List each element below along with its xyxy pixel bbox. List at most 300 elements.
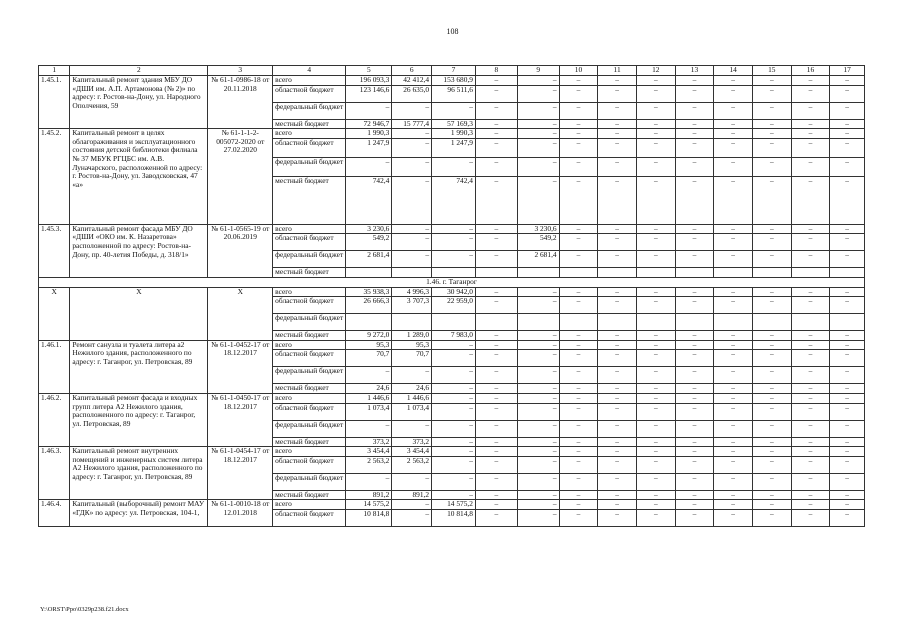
value-dash: – — [752, 473, 791, 490]
value-dash: – — [791, 331, 830, 341]
value-dash: – — [791, 437, 830, 447]
value-dash: – — [791, 447, 830, 457]
value-dash: – — [598, 157, 637, 176]
value-year-2018: 1 247,9 — [432, 138, 476, 157]
value-dash: – — [559, 76, 598, 86]
table-row — [39, 224, 865, 234]
value-total: – — [346, 157, 392, 176]
value-dash: – — [475, 367, 517, 384]
item-number: 1.46.2. — [39, 393, 70, 446]
value-dash: – — [752, 331, 791, 341]
total-marker: X — [70, 287, 208, 340]
value-dash: – — [791, 367, 830, 384]
funding-source: всего — [273, 287, 346, 297]
value-dash: – — [475, 76, 517, 86]
value-dash: – — [475, 509, 517, 526]
value-dash: – — [598, 456, 637, 473]
value-total: 3 230,6 — [346, 224, 392, 234]
value-dash: – — [752, 393, 791, 403]
value-dash: – — [559, 251, 598, 268]
value-dash: – — [830, 224, 865, 234]
funding-source: местный бюджет — [273, 384, 346, 394]
total-marker: X — [39, 287, 70, 340]
value-year-2018: 14 575,2 — [432, 500, 476, 510]
value-year-2018: 1 990,3 — [432, 129, 476, 139]
value-dash: – — [752, 119, 791, 129]
column-number: 17 — [830, 66, 865, 76]
item-name: Капитальный ремонт фасада МБУ ДО «ДШИ «ОКО им. К. Назаретова» расположенной по адресу: Ростов-на-Дону, пр. 40-летия Победы, д. 318/1» — [70, 224, 208, 277]
value-dash: – — [714, 340, 753, 350]
value-dash: – — [675, 350, 714, 367]
funding-source: всего — [273, 500, 346, 510]
value-year-2020: – — [517, 456, 559, 473]
value-dash — [714, 268, 753, 278]
value-year-2018: – — [432, 456, 476, 473]
value-year-2018: 57 169,3 — [432, 119, 476, 129]
value-dash: – — [559, 157, 598, 176]
value-total: 2 563,2 — [346, 456, 392, 473]
value-year-2018: – — [432, 157, 476, 176]
value-dash: – — [598, 350, 637, 367]
value-dash: – — [636, 129, 675, 139]
value-year-2020: 549,2 — [517, 234, 559, 251]
value-dash: – — [752, 102, 791, 119]
column-number: 11 — [598, 66, 637, 76]
value-dash: – — [714, 176, 753, 224]
value-year-2020: – — [517, 384, 559, 394]
funding-source: областной бюджет — [273, 509, 346, 526]
value-dash: – — [675, 509, 714, 526]
value-year-2020: – — [517, 447, 559, 457]
value-year-2017: 24,6 — [392, 384, 432, 394]
value-dash: – — [675, 403, 714, 420]
item-number: 1.46.3. — [39, 447, 70, 500]
value-dash: – — [714, 331, 753, 341]
value-dash: – — [675, 129, 714, 139]
value-year-2017: 1 073,4 — [392, 403, 432, 420]
value-dash: – — [636, 393, 675, 403]
value-year-2017: 70,7 — [392, 350, 432, 367]
value-dash: – — [598, 367, 637, 384]
value-dash: – — [830, 297, 865, 314]
value-year-2018: – — [432, 350, 476, 367]
value-year-2017: – — [392, 102, 432, 119]
value-dash: – — [752, 234, 791, 251]
value-year-2017: 1 289,0 — [392, 331, 432, 341]
value-year-2017: 26 635,0 — [392, 85, 432, 102]
value-year-2020: – — [517, 473, 559, 490]
value-dash: – — [475, 234, 517, 251]
value-dash: – — [559, 340, 598, 350]
value-dash: – — [559, 393, 598, 403]
value-dash: – — [791, 420, 830, 437]
value-dash: – — [714, 102, 753, 119]
value-year-2017: – — [392, 509, 432, 526]
value-dash: – — [475, 447, 517, 457]
funding-source: местный бюджет — [273, 490, 346, 500]
value-dash — [559, 314, 598, 331]
value-year-2020: – — [517, 138, 559, 157]
value-year-2018: 742,4 — [432, 176, 476, 224]
value-dash: – — [675, 85, 714, 102]
value-dash: – — [714, 119, 753, 129]
value-year-2017 — [392, 268, 432, 278]
value-year-2018: – — [432, 251, 476, 268]
value-dash: – — [598, 403, 637, 420]
value-dash: – — [675, 340, 714, 350]
value-year-2018: 153 680,9 — [432, 76, 476, 86]
item-document: № 61-1-0010-18 от 12.01.2018 — [208, 500, 273, 527]
value-year-2020: 2 681,4 — [517, 251, 559, 268]
funding-source: областной бюджет — [273, 138, 346, 157]
value-year-2018: – — [432, 224, 476, 234]
value-year-2018: 96 511,6 — [432, 85, 476, 102]
value-total: 123 146,6 — [346, 85, 392, 102]
value-dash: – — [714, 76, 753, 86]
value-dash: – — [475, 350, 517, 367]
value-dash: – — [598, 224, 637, 234]
value-year-2017: – — [392, 473, 432, 490]
value-year-2017: 15 777,4 — [392, 119, 432, 129]
funding-source: федеральный бюджет — [273, 102, 346, 119]
value-year-2017 — [392, 314, 432, 331]
value-dash — [636, 268, 675, 278]
funding-source: областной бюджет — [273, 456, 346, 473]
value-dash: – — [636, 340, 675, 350]
value-dash: – — [752, 500, 791, 510]
value-year-2017: 42 412,4 — [392, 76, 432, 86]
value-dash: – — [830, 456, 865, 473]
value-year-2020: – — [517, 490, 559, 500]
value-dash: – — [791, 490, 830, 500]
value-year-2017: – — [392, 367, 432, 384]
value-dash: – — [559, 500, 598, 510]
value-total: 24,6 — [346, 384, 392, 394]
value-dash: – — [598, 176, 637, 224]
value-year-2020: – — [517, 76, 559, 86]
value-year-2017: 1 446,6 — [392, 393, 432, 403]
value-year-2020: – — [517, 157, 559, 176]
value-dash — [559, 268, 598, 278]
value-dash: – — [475, 85, 517, 102]
value-total: – — [346, 367, 392, 384]
value-dash: – — [475, 403, 517, 420]
value-dash: – — [559, 384, 598, 394]
value-dash: – — [830, 340, 865, 350]
value-dash: – — [559, 473, 598, 490]
value-dash: – — [714, 224, 753, 234]
value-dash: – — [559, 119, 598, 129]
funding-source: областной бюджет — [273, 85, 346, 102]
value-total: – — [346, 473, 392, 490]
value-dash: – — [714, 447, 753, 457]
value-year-2018: – — [432, 437, 476, 447]
value-dash: – — [714, 473, 753, 490]
value-dash: – — [636, 234, 675, 251]
table-row — [39, 340, 865, 350]
value-dash: – — [791, 176, 830, 224]
value-dash: – — [830, 447, 865, 457]
value-dash: – — [598, 129, 637, 139]
value-dash: – — [475, 224, 517, 234]
value-dash: – — [636, 287, 675, 297]
value-dash: – — [791, 384, 830, 394]
value-total: 26 666,3 — [346, 297, 392, 314]
column-number: 6 — [392, 66, 432, 76]
value-dash: – — [714, 500, 753, 510]
value-dash: – — [752, 447, 791, 457]
value-dash: – — [714, 138, 753, 157]
value-dash: – — [830, 350, 865, 367]
value-dash: – — [714, 393, 753, 403]
item-number: 1.45.1. — [39, 76, 70, 129]
value-year-2017: – — [392, 129, 432, 139]
value-dash: – — [752, 437, 791, 447]
funding-source: местный бюджет — [273, 176, 346, 224]
value-dash: – — [675, 102, 714, 119]
value-dash: – — [791, 224, 830, 234]
funding-source: областной бюджет — [273, 234, 346, 251]
value-dash: – — [714, 420, 753, 437]
value-year-2017: – — [392, 224, 432, 234]
value-dash: – — [752, 138, 791, 157]
value-dash: – — [675, 393, 714, 403]
value-dash: – — [636, 224, 675, 234]
value-dash — [636, 314, 675, 331]
value-dash: – — [598, 473, 637, 490]
value-dash: – — [598, 138, 637, 157]
value-dash: – — [559, 456, 598, 473]
value-total: 1 446,6 — [346, 393, 392, 403]
value-year-2018: – — [432, 393, 476, 403]
value-dash: – — [559, 447, 598, 457]
value-dash: – — [475, 138, 517, 157]
value-dash: – — [675, 224, 714, 234]
value-dash: – — [598, 420, 637, 437]
value-dash: – — [675, 367, 714, 384]
value-year-2017: – — [392, 138, 432, 157]
value-dash: – — [752, 251, 791, 268]
value-dash: – — [675, 490, 714, 500]
value-dash: – — [475, 473, 517, 490]
value-total: 14 575,2 — [346, 500, 392, 510]
funding-source: местный бюджет — [273, 331, 346, 341]
value-dash: – — [559, 85, 598, 102]
value-year-2017: – — [392, 420, 432, 437]
value-dash: – — [830, 331, 865, 341]
value-dash: – — [598, 500, 637, 510]
value-dash: – — [675, 420, 714, 437]
value-dash: – — [675, 119, 714, 129]
value-dash: – — [559, 367, 598, 384]
value-year-2018 — [432, 268, 476, 278]
value-year-2018: 7 983,0 — [432, 331, 476, 341]
column-number: 3 — [208, 66, 273, 76]
value-dash: – — [559, 129, 598, 139]
value-year-2020: – — [517, 287, 559, 297]
value-dash: – — [830, 76, 865, 86]
value-year-2018: – — [432, 102, 476, 119]
value-dash: – — [636, 509, 675, 526]
table-row — [39, 129, 865, 139]
value-dash: – — [791, 340, 830, 350]
value-dash: – — [636, 102, 675, 119]
funding-source: всего — [273, 447, 346, 457]
column-number: 9 — [517, 66, 559, 76]
value-year-2020: – — [517, 420, 559, 437]
value-dash: – — [752, 340, 791, 350]
value-dash: – — [752, 224, 791, 234]
value-dash: – — [714, 456, 753, 473]
value-year-2017: – — [392, 176, 432, 224]
value-year-2018: 30 942,0 — [432, 287, 476, 297]
value-year-2017: – — [392, 500, 432, 510]
value-total: 70,7 — [346, 350, 392, 367]
value-dash: – — [752, 456, 791, 473]
value-dash: – — [559, 420, 598, 437]
item-document: № 61-1-0565-19 от 20.06.2019 — [208, 224, 273, 277]
column-number: 12 — [636, 66, 675, 76]
value-dash: – — [559, 234, 598, 251]
value-dash: – — [752, 76, 791, 86]
value-dash: – — [714, 403, 753, 420]
value-dash: – — [475, 500, 517, 510]
value-dash: – — [675, 437, 714, 447]
column-number: 7 — [432, 66, 476, 76]
item-document: № 61-1-0986-18 от 20.11.2018 — [208, 76, 273, 129]
value-dash: – — [598, 437, 637, 447]
value-dash: – — [791, 251, 830, 268]
value-dash — [675, 268, 714, 278]
value-dash: – — [830, 500, 865, 510]
column-number: 10 — [559, 66, 598, 76]
value-year-2020: – — [517, 403, 559, 420]
column-number: 16 — [791, 66, 830, 76]
value-dash: – — [475, 384, 517, 394]
value-dash: – — [752, 490, 791, 500]
value-year-2018 — [432, 314, 476, 331]
value-year-2020: – — [517, 350, 559, 367]
value-dash: – — [559, 490, 598, 500]
value-dash: – — [714, 367, 753, 384]
value-dash: – — [791, 102, 830, 119]
value-dash — [791, 314, 830, 331]
value-dash: – — [791, 350, 830, 367]
value-year-2020: – — [517, 509, 559, 526]
value-dash: – — [559, 224, 598, 234]
value-year-2020 — [517, 314, 559, 331]
value-dash: – — [598, 447, 637, 457]
value-dash: – — [714, 157, 753, 176]
value-dash: – — [475, 490, 517, 500]
value-total: 1 073,4 — [346, 403, 392, 420]
value-dash: – — [752, 509, 791, 526]
value-dash: – — [791, 234, 830, 251]
value-dash — [791, 268, 830, 278]
value-year-2020: – — [517, 393, 559, 403]
value-dash: – — [475, 287, 517, 297]
value-dash: – — [675, 138, 714, 157]
column-number-row — [39, 66, 865, 76]
value-dash: – — [830, 403, 865, 420]
value-dash: – — [830, 420, 865, 437]
value-dash: – — [830, 367, 865, 384]
item-name: Капитальный ремонт здания МБУ ДО «ДШИ им. А.П. Артамонова (№ 2)» по адресу: г. Ростов-на-Дону, ул. Народного Ополчения, 59 — [70, 76, 208, 129]
value-dash: – — [830, 509, 865, 526]
value-dash: – — [830, 102, 865, 119]
value-dash — [752, 268, 791, 278]
value-dash: – — [714, 350, 753, 367]
funding-source: федеральный бюджет — [273, 420, 346, 437]
value-dash: – — [559, 509, 598, 526]
value-dash: – — [791, 297, 830, 314]
value-dash: – — [636, 331, 675, 341]
value-dash: – — [559, 138, 598, 157]
value-dash: – — [830, 490, 865, 500]
value-dash — [475, 314, 517, 331]
value-dash: – — [636, 297, 675, 314]
value-dash: – — [636, 119, 675, 129]
value-dash: – — [791, 473, 830, 490]
value-dash: – — [475, 157, 517, 176]
value-dash: – — [475, 129, 517, 139]
funding-source: местный бюджет — [273, 119, 346, 129]
value-dash: – — [636, 76, 675, 86]
value-dash: – — [636, 367, 675, 384]
value-year-2020: – — [517, 85, 559, 102]
value-dash: – — [791, 287, 830, 297]
value-dash: – — [791, 393, 830, 403]
value-total: 2 681,4 — [346, 251, 392, 268]
value-year-2020: – — [517, 367, 559, 384]
value-dash: – — [752, 420, 791, 437]
value-total: 10 814,8 — [346, 509, 392, 526]
value-dash: – — [830, 251, 865, 268]
value-year-2017: – — [392, 234, 432, 251]
table-row — [39, 76, 865, 86]
value-dash: – — [830, 437, 865, 447]
value-dash: – — [636, 490, 675, 500]
value-total: 72 946,7 — [346, 119, 392, 129]
value-dash: – — [559, 331, 598, 341]
value-total: – — [346, 102, 392, 119]
table-row — [39, 393, 865, 403]
funding-source: федеральный бюджет — [273, 367, 346, 384]
item-name: Капитальный ремонт в целях облагораживания и эксплуатационного состояния детской библиотеки филиала № 37 МБУК РГЦБС им. А.В. Луначарского, расположенной по адресу: г. Ростов-на-Дону, ул. Заводсковская, 47 «а» — [70, 129, 208, 225]
value-dash: – — [559, 102, 598, 119]
value-dash: – — [475, 251, 517, 268]
value-dash: – — [752, 403, 791, 420]
value-dash: – — [559, 176, 598, 224]
value-dash: – — [714, 509, 753, 526]
value-year-2020: – — [517, 331, 559, 341]
value-total: 196 093,3 — [346, 76, 392, 86]
value-year-2018: – — [432, 367, 476, 384]
value-total: 95,3 — [346, 340, 392, 350]
value-dash: – — [675, 384, 714, 394]
value-year-2020: – — [517, 437, 559, 447]
value-year-2017: 95,3 — [392, 340, 432, 350]
value-dash: – — [830, 85, 865, 102]
value-dash: – — [830, 234, 865, 251]
value-dash: – — [598, 287, 637, 297]
value-dash — [752, 314, 791, 331]
value-total: 1 247,9 — [346, 138, 392, 157]
value-dash: – — [636, 176, 675, 224]
column-number: 14 — [714, 66, 753, 76]
value-total: – — [346, 420, 392, 437]
funding-source: областной бюджет — [273, 403, 346, 420]
